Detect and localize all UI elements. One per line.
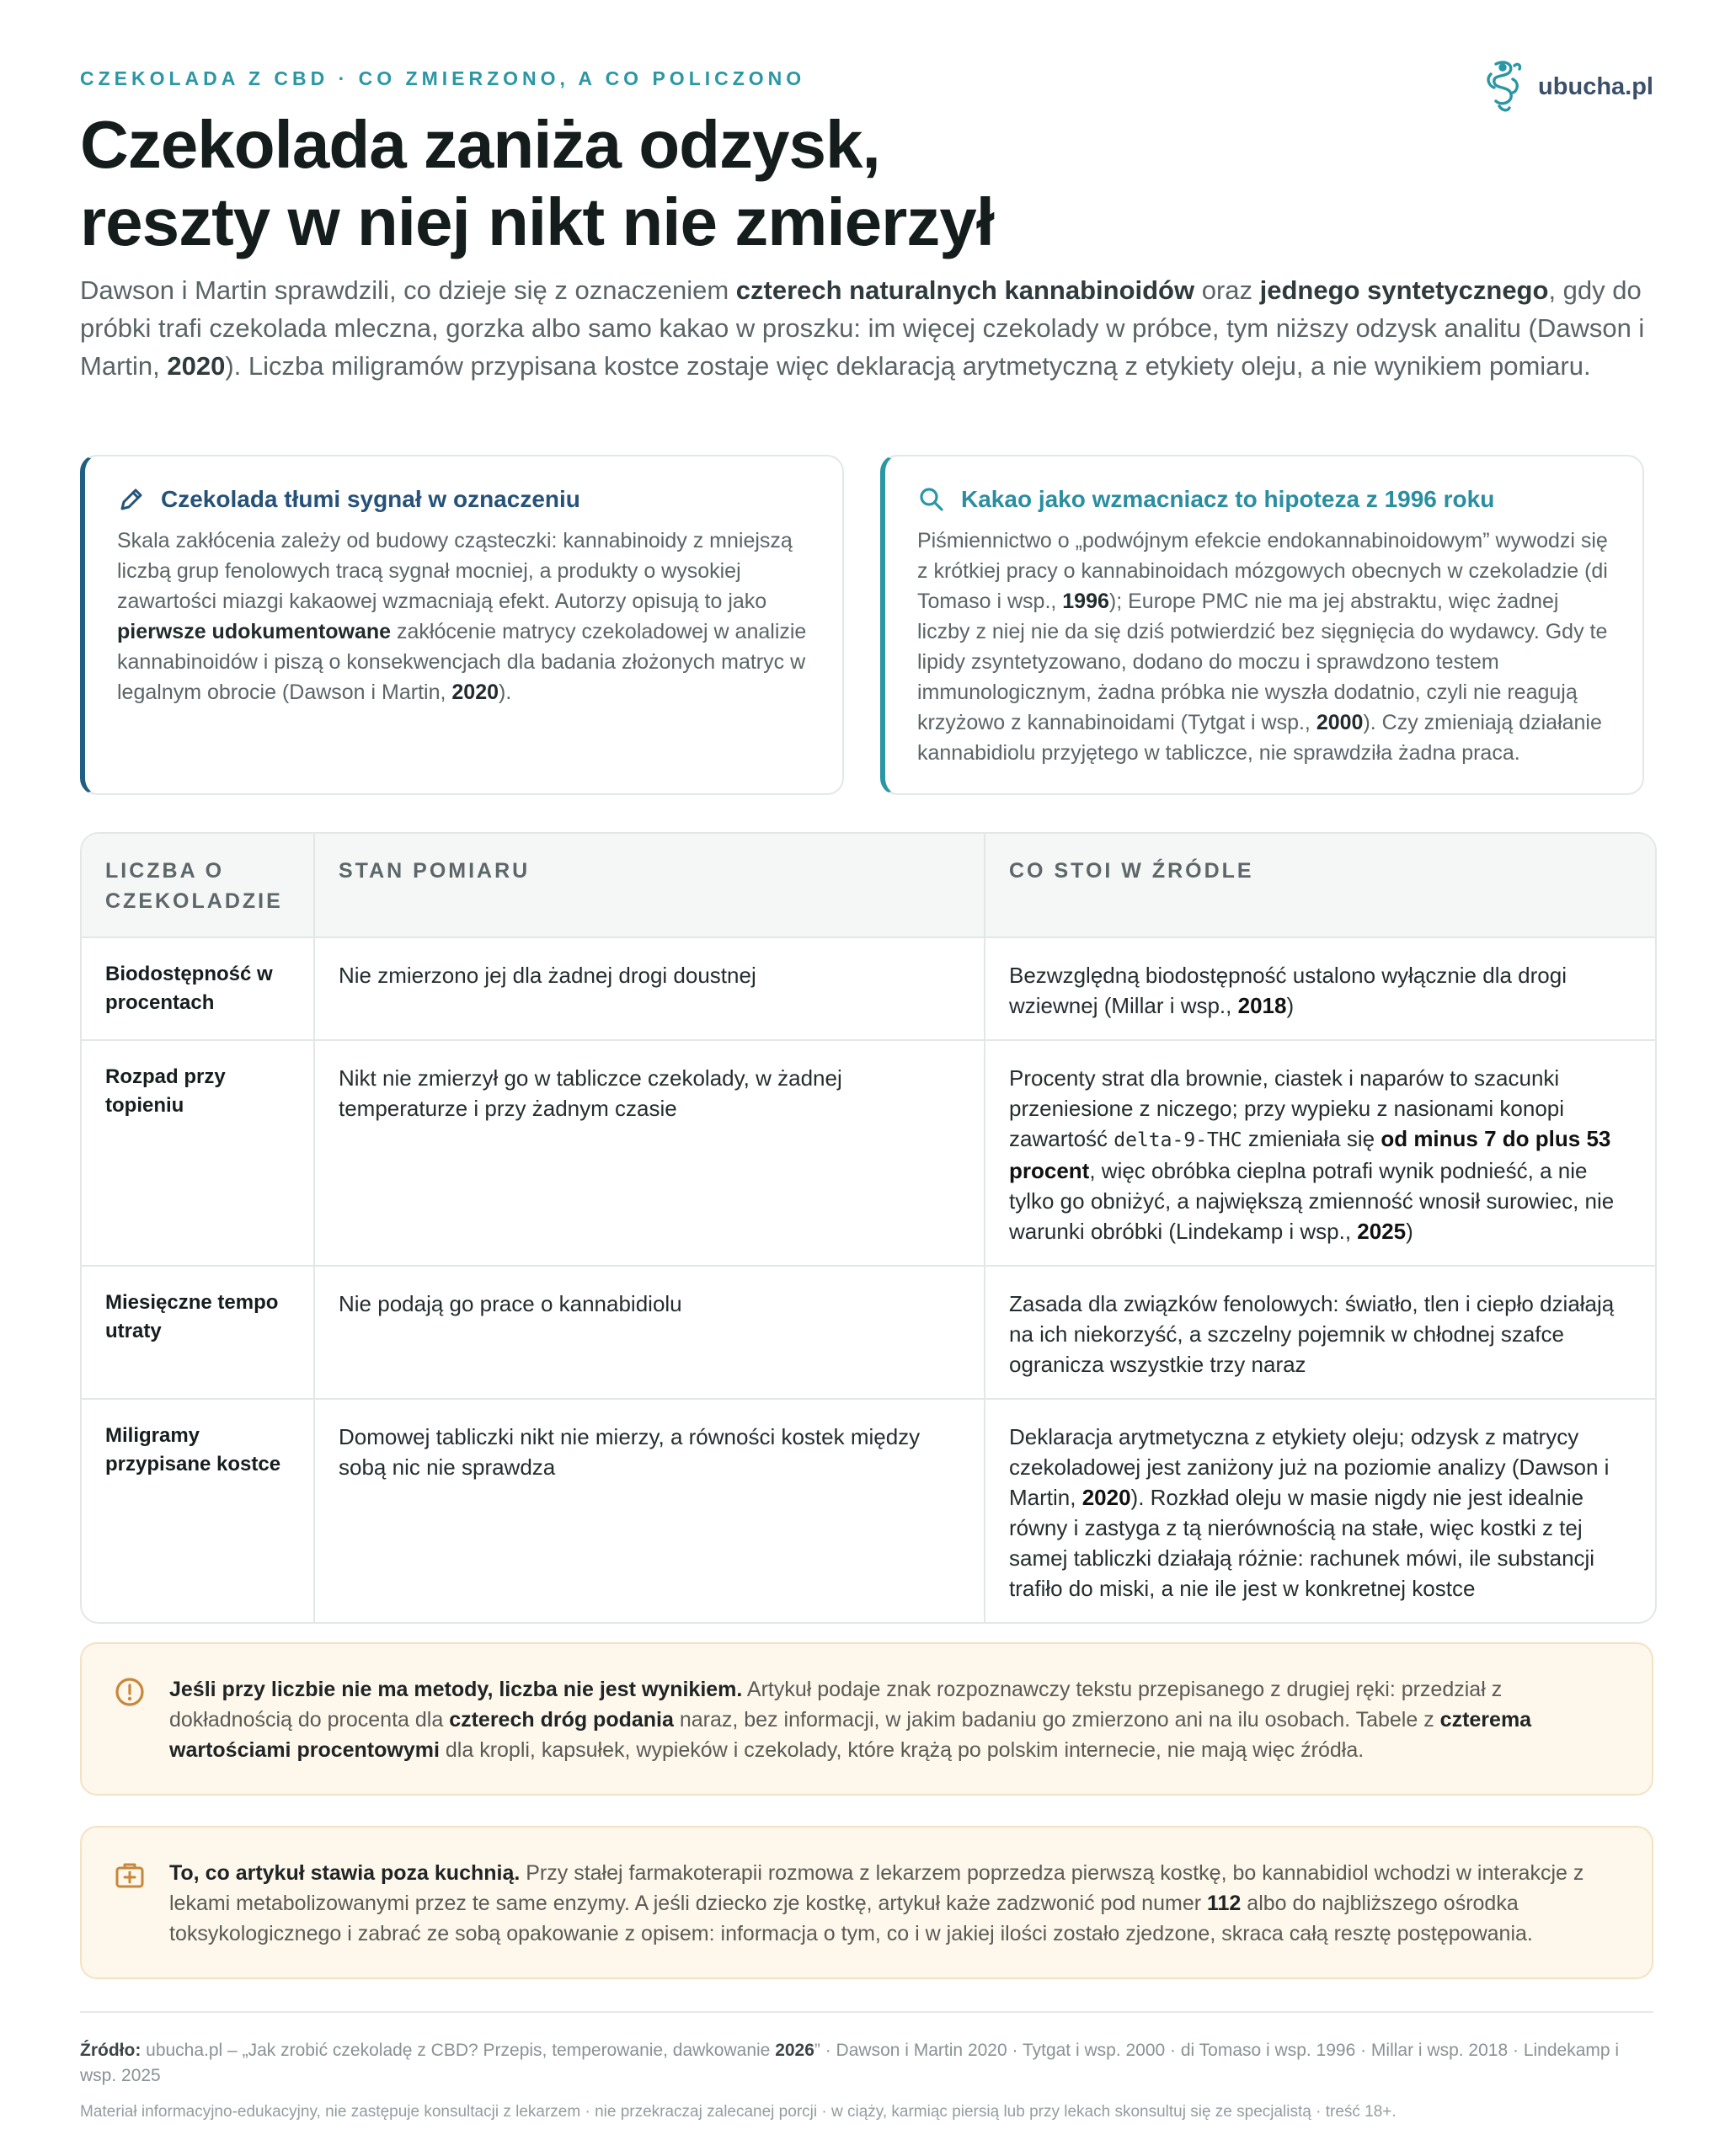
source-citation bbox=[80, 2038, 1653, 2089]
emphasis: 2020 bbox=[1081, 1485, 1131, 1510]
logo-text: ubucha.pl bbox=[1538, 72, 1653, 100]
table-row bbox=[82, 1399, 1655, 1622]
text-run: ) bbox=[1406, 1219, 1413, 1244]
emphasis: 2026 bbox=[775, 2041, 814, 2060]
text-run: Bezwzględną biodostępność ustalono wyłącznie dla drogi wziewnej (Millar i wsp., bbox=[1009, 963, 1567, 1018]
footer-divider bbox=[80, 2011, 1653, 2013]
text-run: , więc obróbka cieplna potrafi wynik podnieść, a nie tylko go obniżyć, a największą zmienność wnosił surowiec, nie warunki obróbki (Lindekamp i wsp., bbox=[1009, 1158, 1615, 1244]
first-aid-kit-icon bbox=[114, 1860, 146, 1892]
eyebrow-label: CZEKOLADA Z CBD · CO ZMIERZONO, A CO POLICZONO bbox=[80, 67, 806, 89]
source-cell bbox=[985, 1040, 1655, 1266]
warning-note-method bbox=[80, 1642, 1653, 1796]
text-run: Domowej tabliczki nikt nie mierzy, a równości kostek między sobą nic nie sprawdza bbox=[339, 1424, 921, 1480]
text-run: ubucha.pl – „Jak zrobić czekoladę z CBD? Przepis, temperowanie, dawkowanie bbox=[141, 2041, 776, 2060]
text-run: ” · Dawson i Martin 2020 · Tytgat i wsp. 2000 · di Tomaso i wsp. 1996 · Millar i wsp. 2018 · Lindekamp i wsp. 2025 bbox=[80, 2041, 1620, 2085]
page-title bbox=[80, 106, 1343, 261]
text-run: zmieniała się bbox=[1242, 1126, 1381, 1151]
emphasis: 1996 bbox=[1062, 590, 1109, 613]
text-run: dla kropli, kapsułek, wypieków i czekolady, które krążą po polskim internecie, nie mają więc źródła. bbox=[439, 1738, 1365, 1762]
text-run: Deklaracja arytmetyczna z etykiety oleju; odzysk z matrycy czekoladowej jest zaniżony już na poziomie analizy (Dawson i Martin, bbox=[1009, 1424, 1610, 1510]
text-run: naraz, bez informacji, w jakim badaniu go zmierzono ani na ilu osobach. Tabele z bbox=[673, 1708, 1440, 1732]
emphasis: 2018 bbox=[1237, 993, 1287, 1018]
text-run: Nikt nie zmierzył go w tabliczce czekolady, w żadnej temperaturze i przy żadnym czasie bbox=[339, 1065, 842, 1121]
emphasis: 2000 bbox=[1316, 711, 1364, 734]
table-row bbox=[82, 1040, 1655, 1266]
row-label: Rozpad przy topieniu bbox=[82, 1040, 314, 1266]
card-body bbox=[917, 526, 1612, 768]
emphasis: czterema wartościami procentowymi bbox=[169, 1708, 1532, 1762]
emphasis: To, co artykuł stawia poza kuchnią. bbox=[169, 1861, 521, 1885]
card-title: Czekolada tłumi sygnał w oznaczeniu bbox=[161, 486, 580, 512]
emphasis: czterech naturalnych kannabinoidów bbox=[735, 275, 1195, 305]
source-cell bbox=[985, 1266, 1655, 1399]
text-run: ). Liczba miligramów przypisana kostce zostaje więc deklaracją arytmetyczną z etykiety oleju, a nie wynikiem pomiaru. bbox=[225, 351, 1591, 381]
text-run: ) bbox=[1286, 993, 1295, 1018]
emphasis: pierwsze udokumentowane bbox=[117, 620, 392, 643]
note-text bbox=[169, 1674, 1615, 1765]
text-run: , gdy do próbki trafi czekolada mleczna, gorzka albo samo kakao w proszku: im więcej czekolady w próbce, tym niższy odzysk analitu (Dawson i Martin, bbox=[80, 275, 1645, 381]
column-header-status: STAN POMIARU bbox=[314, 834, 985, 937]
emphasis: jednego syntetycznego bbox=[1259, 275, 1549, 305]
lead-paragraph bbox=[80, 271, 1653, 385]
column-header-source: CO STOI W ŹRÓDLE bbox=[985, 834, 1655, 937]
source-cell bbox=[985, 1399, 1655, 1622]
text-run: oraz bbox=[1194, 275, 1260, 305]
emphasis: 2020 bbox=[167, 351, 226, 381]
title-line-2: reszty w niej nikt nie zmierzył bbox=[80, 184, 994, 259]
emphasis: 2025 bbox=[1357, 1219, 1407, 1244]
card-title: Kakao jako wzmacniacz to hipoteza z 1996 roku bbox=[961, 486, 1495, 512]
column-header-number: LICZBA O CZEKOLADZIE bbox=[82, 834, 314, 937]
row-label: Miesięczne tempo utraty bbox=[82, 1266, 314, 1399]
pencil-icon bbox=[117, 485, 146, 514]
finding-card-cocoa-hypothesis bbox=[880, 455, 1644, 795]
text-run: Nie podają go prace o kannabidiolu bbox=[339, 1291, 682, 1316]
note-text bbox=[169, 1858, 1615, 1949]
text-run: Artykuł podaje znak rozpoznawczy tekstu przepisanego z drugiej ręki: przedział z dokładnością do procenta dla bbox=[169, 1678, 1503, 1732]
emphasis: czterech dróg podania bbox=[449, 1708, 674, 1732]
status-cell bbox=[314, 937, 985, 1040]
emphasis: 112 bbox=[1207, 1892, 1242, 1915]
text-run: zakłócenie matrycy czekoladowej w analizie kannabinoidów i piszą o konsekwencjach dla badania złożonych matryc w legalnym obrocie (Dawson i Martin, bbox=[117, 620, 807, 704]
text-run: Dawson i Martin sprawdzili, co dzieje się z oznaczeniem bbox=[80, 275, 736, 305]
text-run: Piśmiennictwo o „podwójnym efekcie endokannabinoidowym” wywodzi się z krótkiej pracy o kannabinoidach mózgowych obecnych w czekoladzie (di Tomaso i wsp., bbox=[917, 529, 1608, 613]
text-run: Zasada dla związków fenolowych: światło, tlen i ciepło działają na ich niekorzyść, a szczelny pojemnik w chłodnej szafce ogranicza wszystkie trzy naraz bbox=[1009, 1291, 1615, 1377]
text-run: ). Czy zmieniają działanie kannabidiolu przyjętego w tabliczce, nie sprawdziła żadna praca. bbox=[917, 711, 1602, 765]
alert-circle-icon bbox=[114, 1676, 146, 1708]
brand-logo[interactable] bbox=[1481, 57, 1653, 116]
emphasis: od minus 7 do plus 53 procent bbox=[1009, 1126, 1611, 1183]
disclaimer: Materiał informacyjno-edukacyjny, nie zastępuje konsultacji z lekarzem · nie przekraczaj zalecanej porcji · w ciąży, karmiąc piersią lub przy lekach skonsultuj się ze specjalistą · treść 18+. bbox=[80, 2103, 1397, 2121]
source-cell bbox=[985, 937, 1655, 1040]
text-run: Procenty strat dla brownie, ciastek i naparów to szacunki przeniesione z niczego; przy wypieku z nasionami konopi zawartość bbox=[1009, 1065, 1565, 1151]
search-icon bbox=[917, 485, 946, 514]
emphasis: 2020 bbox=[451, 680, 499, 704]
row-label: Biodostępność w procentach bbox=[82, 937, 314, 1040]
emphasis: Jeśli przy liczbie nie ma metody, liczba nie jest wynikiem. bbox=[169, 1678, 743, 1701]
emphasis: Źródło: bbox=[80, 2041, 142, 2060]
text-run: Przy stałej farmakoterapii rozmowa z lekarzem poprzedza pierwszą kostkę, bo kannabidiol wchodzi w interakcje z lekami metabolizowanymi przez te same enzymy. A jeśli dziecko zje kostkę, artykuł każe zadzwonić pod numer bbox=[169, 1861, 1584, 1915]
table-header-row bbox=[82, 834, 1655, 937]
status-cell bbox=[314, 1399, 985, 1622]
table-row bbox=[82, 937, 1655, 1040]
warning-note-kitchen bbox=[80, 1826, 1653, 1979]
text-run: albo do najbliższego ośrodka toksykologicznego i zabrać ze sobą opakowanie z opisem: informacja o tym, co i w jakiej ilości zostało zjedzone, skraca całą resztę postępowania. bbox=[169, 1892, 1533, 1945]
status-cell bbox=[314, 1266, 985, 1399]
title-line-1: Czekolada zaniża odzysk, bbox=[80, 107, 880, 182]
card-body bbox=[117, 526, 812, 707]
text-run: ); Europe PMC nie ma jej abstraktu, więc żadnej liczby z niej nie da się dziś potwierdzić bez sięgnięcia do wydawcy. Gdy te lipidy zsyntetyzowano, dodano do moczu i sprawdzono testem immunologicznym, żadna próbka nie wyszła dodatnio, czyli nie reagują krzyżowo z kannabinoidami (Tytgat i wsp., bbox=[917, 590, 1608, 734]
finding-card-chocolate-signal bbox=[80, 455, 844, 795]
row-label: Miligramy przypisane kostce bbox=[82, 1399, 314, 1622]
kombucha-scoby-icon bbox=[1481, 57, 1526, 116]
text-run: Skala zakłócenia zależy od budowy cząsteczki: kannabinoidy z mniejszą liczbą grup fenolowych tracą sygnał mocniej, a produkty o wysokiej zawartości miazgi kakaowej wzmacniają efekt. Autorzy opisują to jako bbox=[117, 529, 793, 613]
text-run: ). Rozkład oleju w masie nigdy nie jest idealnie równy i zastyga z tą nierównością na stałe, więc kostki z tej samej tabliczki działają różnie: rachunek mówi, ile substancji trafiło do miski, a nie ile jest w konkretnej kostce bbox=[1009, 1485, 1595, 1601]
measurement-table bbox=[80, 832, 1657, 1624]
table-row bbox=[82, 1266, 1655, 1399]
status-cell bbox=[314, 1040, 985, 1266]
compound-name: delta-9-THC bbox=[1114, 1129, 1242, 1151]
text-run: Nie zmierzono jej dla żadnej drogi doustnej bbox=[339, 963, 756, 988]
text-run: ). bbox=[499, 680, 512, 704]
